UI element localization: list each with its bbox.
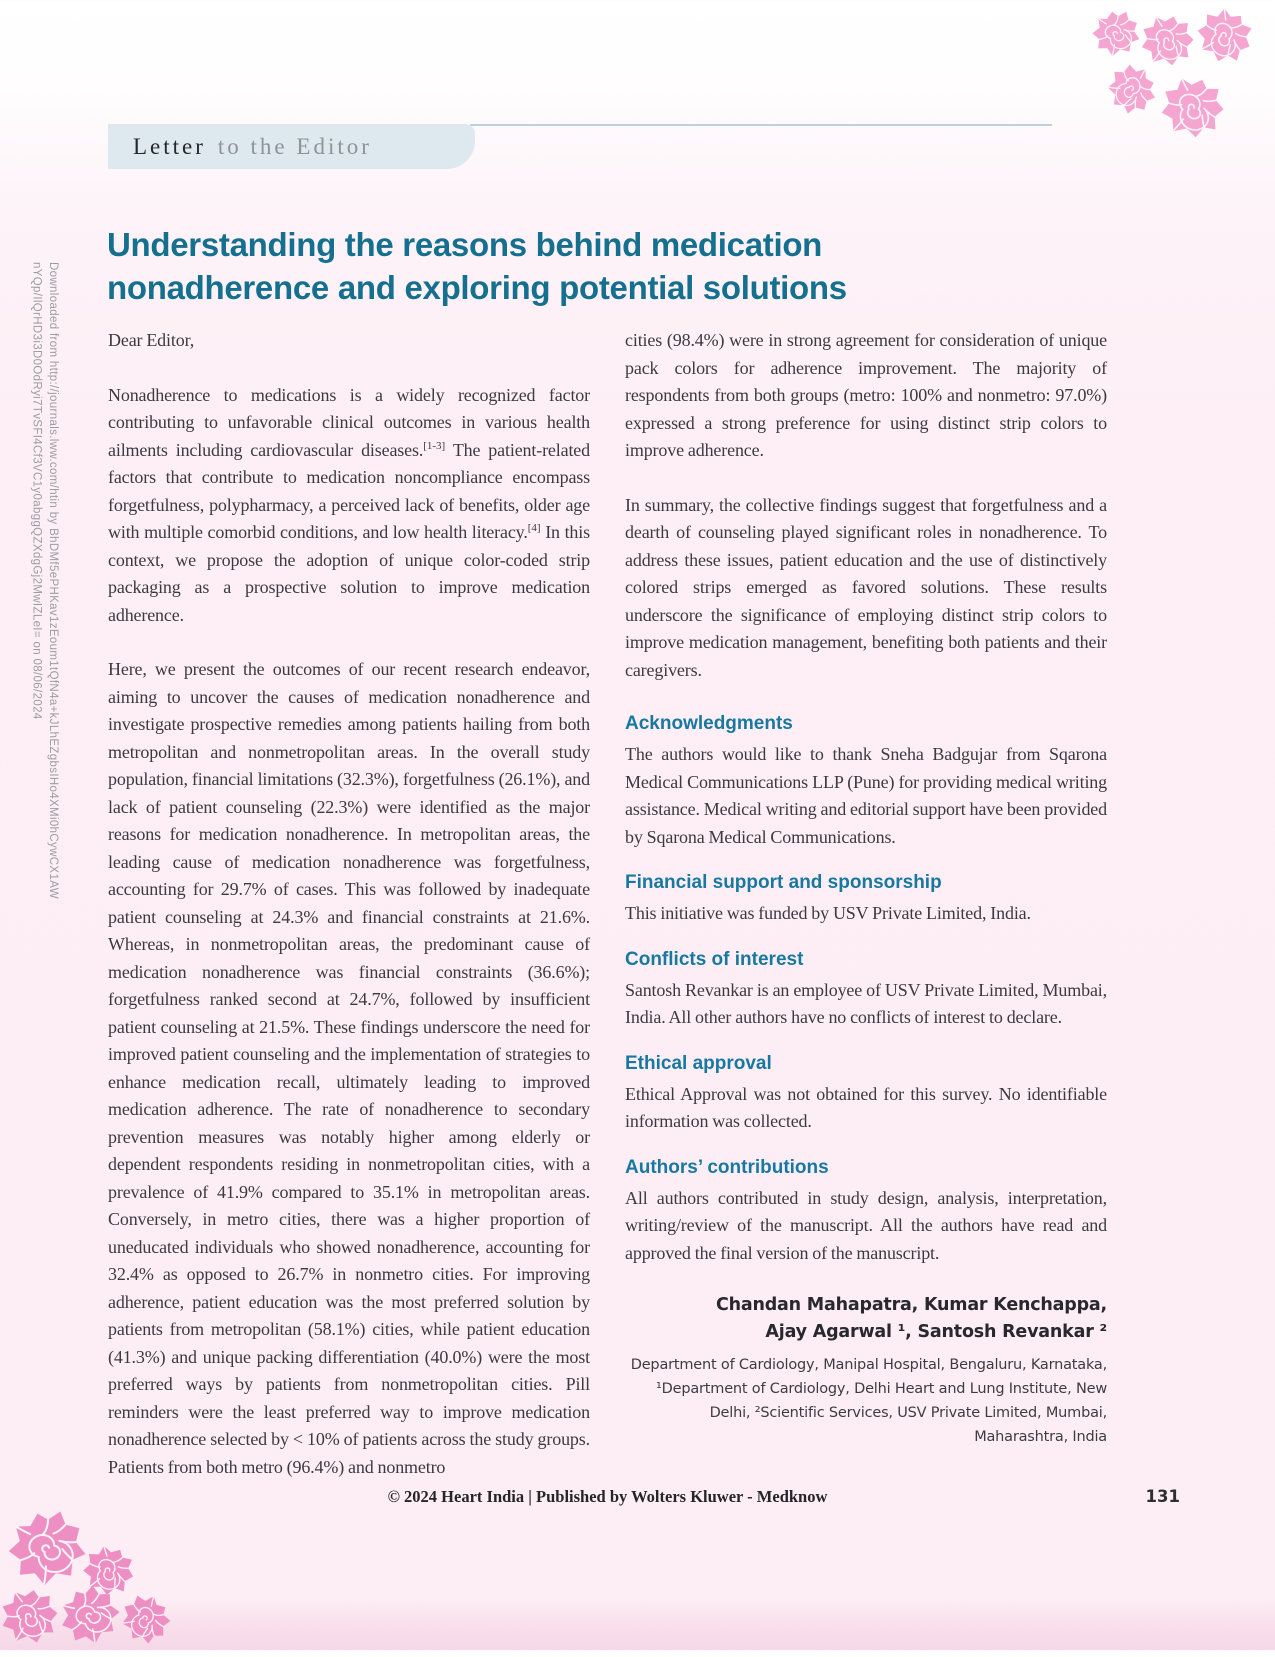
citation-ref-4: [4]	[527, 522, 541, 534]
banner-word-letter: Letter	[133, 133, 206, 159]
rose-icon	[1100, 58, 1161, 119]
ethical-approval-text: Ethical Approval was not obtained for this survey. No identifiable information was collected.	[625, 1083, 1107, 1131]
heading-authors-contributions: Authors’ contributions	[625, 1156, 829, 1178]
rose-icon	[1151, 67, 1233, 149]
paragraph-1-text: In this context, we propose the adoption of unique color-coded strip packaging as a prospective solution to improve medication adherence.	[108, 522, 590, 625]
paragraph-3: cities (98.4%) were in strong agreement for consideration of unique pack colors for adherence improvement. The majority of respondents from both groups (metro: 100% and nonmetro: 97.0%) expressed a strong preference for using distinct strip colors to improve adherence.	[625, 330, 1107, 460]
author-affiliations: Department of Cardiology, Manipal Hospital, Bengaluru, Karnataka, ¹Department of Cardiology, Delhi Heart and Lung Institute, New Delhi, ²Scientific Services, USV Private Limited, Mumbai, Maharashtra, India	[630, 1357, 1107, 1445]
heading-ethical-approval: Ethical approval	[625, 1052, 772, 1074]
paragraph-1-text: Nonadherence to medications is a widely recognized factor contributing to unfavorable clinical outcomes in various health ailments including cardiovascular diseases.	[108, 384, 590, 460]
paragraph-4: In summary, the collective findings suggest that forgetfulness and a dearth of counseling played significant roles in nonadherence. To address these issues, patient education and the use of distinctively colored strips emerged as favored solutions. These results underscore the significance of employing distinct strip colors to improve medication management, benefiting both patients and their caregivers.	[625, 494, 1107, 680]
column-right	[625, 327, 1107, 1449]
authors-contributions-text: All authors contributed in study design, analysis, interpretation, writing/review of the manuscript. All the authors have read and approved the final version of the manuscript.	[625, 1187, 1107, 1263]
conflicts-of-interest-text: Santosh Revankar is an employee of USV Private Limited, Mumbai, India. All other authors have no conflicts of interest to declare.	[625, 979, 1107, 1027]
citation-ref-1-3: [1-3]	[423, 439, 446, 452]
author-names-line1: Chandan Mahapatra, Kumar Kenchappa,	[715, 1295, 1107, 1315]
copyright-line: © 2024 Heart India | Published by Wolters Kluwer - Medknow	[387, 1487, 828, 1506]
paragraph-1-text: The patient-related factors that contribute to medication noncompliance encompass forgetfulness, polypharmacy, a perceived lack of benefits, older age with multiple comorbid conditions, and low health literacy.	[108, 439, 590, 542]
financial-support-text: This initiative was funded by USV Private Limited, India.	[625, 903, 1031, 923]
rose-icon	[1185, 0, 1264, 75]
salutation: Dear Editor,	[108, 330, 195, 350]
header-rule	[470, 124, 1052, 126]
heading-conflicts-of-interest: Conflicts of interest	[625, 948, 804, 970]
heading-acknowledgments: Acknowledgments	[625, 713, 793, 734]
author-block	[625, 1292, 1107, 1449]
banner-word-to-the-editor: to the Editor	[217, 133, 372, 159]
article-title: Understanding the reasons behind medication nonadherence and exploring potential solutions	[107, 226, 847, 307]
paragraph-2: Here, we present the outcomes of our recent research endeavor, aiming to uncover the causes of medication nonadherence and investigate prospective remedies among patients hailing from both metropolitan and nonmetropolitan areas. In the overall study population, financial limitations (32.3%), forgetfulness (26.1%), and lack of patient counseling (22.3%) were identified as the major reasons for medication nonadherence. In metropolitan areas, the leading cause of medication nonadherence was forgetfulness, accounting for 29.7% of cases. This was followed by inadequate patient counseling at 24.3% and financial constraints at 21.6%. Whereas, in nonmetropolitan areas, the predominant cause of medication nonadherence was financial constraints (36.6%); forgetfulness ranked second at 24.7%, followed by insufficient patient counseling at 21.5%. These findings underscore the need for improved patient counseling and the implementation of strategies to enhance medication recall, ultimately leading to improved medication adherence. The rate of nonadherence to secondary prevention measures was notably higher among elderly or dependent respondents residing in nonmetropolitan cities, with a prevalence of 41.9% compared to 35.1% in metropolitan areas. Conversely, in metro cities, there was a higher proportion of uneducated individuals who showed nonadherence, accounting for 32.4% as opposed to 26.7% in nonmetro cities. For improving adherence, patient education was the most preferred solution by patients from metropolitan (58.1%) cities, while patient education (41.3%) and unique packing differentiation (40.0%) were the most preferred ways by patients from nonmetropolitan cities. Pill reminders were the least preferred way to improve medication nonadherence selected by < 10% of patients across the study groups. Patients from both metro (96.4%) and nonmetro	[108, 659, 590, 1477]
download-watermark-line2: nYQp/IlQrHD3i3D0OdRyi7TvSFI4Cf3VC1y0abggQZXdgGj2MwIZLeI= on 08/06/2024	[30, 262, 43, 720]
heading-financial-support: Financial support and sponsorship	[625, 872, 942, 893]
column-left	[108, 327, 590, 1508]
download-watermark	[28, 262, 61, 1422]
acknowledgments-text: The authors would like to thank Sneha Badgujar from Sqarona Medical Communications LLP (Pune) for providing medical writing assistance. Medical writing and editorial support have been provided by Sqarona Medical Communications.	[625, 744, 1107, 847]
paragraph-1	[108, 382, 590, 630]
page-number: 131	[1145, 1487, 1180, 1506]
rose-icon	[0, 1583, 63, 1650]
section-banner	[108, 124, 475, 169]
download-watermark-line1: Downloaded from http://journals.lww.com/htin by BhDMf5ePHKav1zEoum1tQfN4a+kJLhEZgbsIHo4XMi0hCywCX1AW	[47, 262, 59, 899]
author-names-line2: Ajay Agarwal ¹, Santosh Revankar ²	[765, 1322, 1107, 1342]
